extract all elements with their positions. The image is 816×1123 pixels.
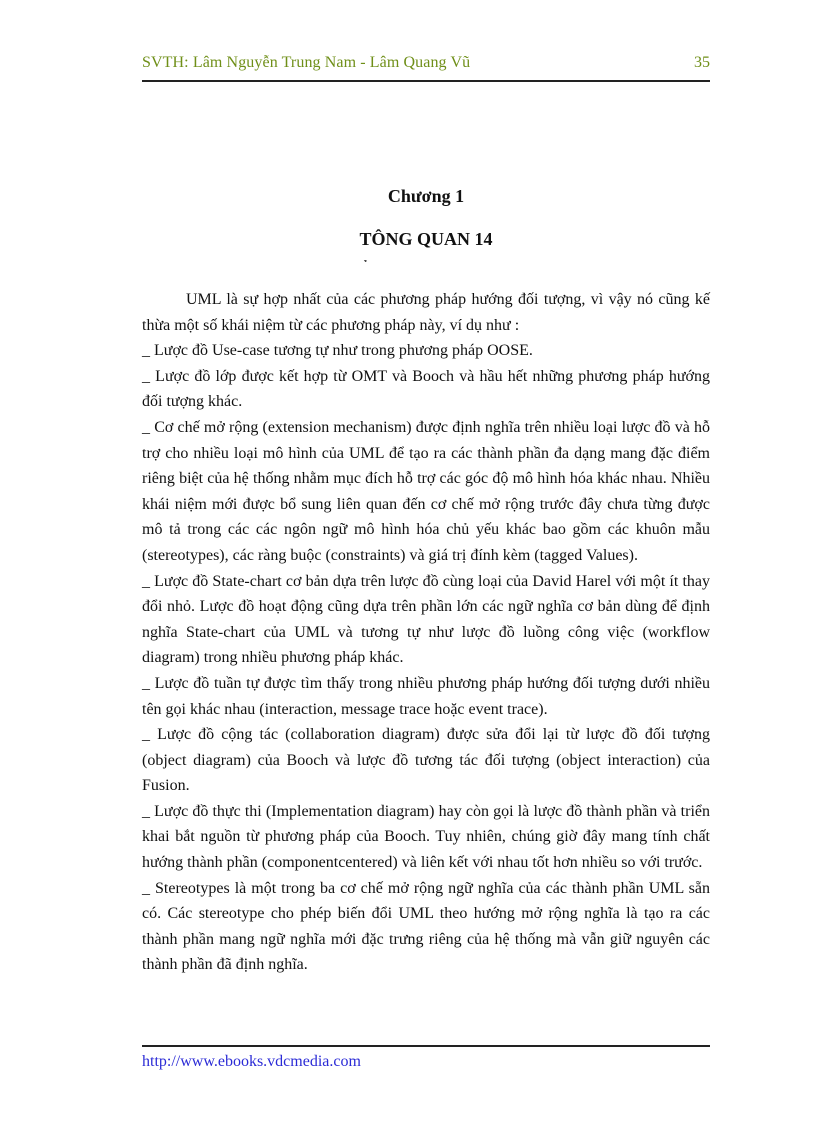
footer-link[interactable]: http://www.ebooks.vdcmedia.com <box>142 1053 361 1070</box>
paragraph-class-diagram: _ Lược đồ lớp được kết hợp từ OMT và Booch và hầu hết những phương pháp hướng đối tượng khác. <box>142 367 710 411</box>
paragraph-sequence: _ Lược đồ tuần tự được tìm thấy trong nhiều phương pháp hướng đối tượng dưới nhiều tên gọi khác nhau (interaction, message trace hoặc event trace). <box>142 674 710 718</box>
header-divider <box>142 80 710 82</box>
paragraph-implementation: _ Lược đồ thực thi (Implementation diagram) hay còn gọi là lược đồ thành phần và triển khai bắt nguồn từ phương pháp của Booch. Tuy nhiên, chúng giờ đây mang tính chất hướng thành phần (componentcentered) và liên kết với nhau tốt hơn nhiều so với trước. <box>142 802 710 872</box>
paragraph-collaboration: _ Lược đồ cộng tác (collaboration diagram) được sửa đổi lại từ lược đồ đối tượng (object diagram) của Booch và lược đồ tương tác đối tượng (object interaction) của Fusion. <box>142 726 710 795</box>
page-number: 35 <box>694 54 710 71</box>
paragraph-intro: UML là sự hợp nhất của các phương pháp hướng đối tượng, vì vậy nó cũng kế thừa một số khái niệm từ các phương pháp này, ví dụ như : <box>142 291 710 334</box>
header-authors: SVTH: Lâm Nguyễn Trung Nam - Lâm Quang Vũ <box>142 54 471 71</box>
footer-divider <box>142 1045 710 1047</box>
page-header <box>142 54 710 80</box>
paragraph-usecase: _ Lược đồ Use-case tương tự như trong phương pháp OOSE. <box>142 342 533 360</box>
body-text <box>142 287 710 978</box>
paragraph-stereotypes: _ Stereotypes là một trong ba cơ chế mở rộng ngữ nghĩa của các thành phần UML sẵn có. Các stereotype cho phép biến đổi UML theo hướng mở rộng nghĩa là tạo ra các thành phần mang ngữ nghĩa mới đặc trưng riêng của hệ thống mà vẫn giữ nguyên các thành phần đã định nghĩa. <box>142 879 710 974</box>
paragraph-extension: _ Cơ chế mở rộng (extension mechanism) được định nghĩa trên nhiều loại lược đồ và hỗ trợ cho nhiều loại mô hình của UML để tạo ra các thành phần đa dạng mang đặc điểm riêng biệt của hệ thống nhằm mục đích hỗ trợ các góc độ mô hình hóa khác nhau. Nhiều khái niệm mới được bổ sung liên quan đến cơ chế mở rộng trước đây chưa từng được mô tả trong các các ngôn ngữ mô hình hóa chủ yếu khác bao gồm các khuôn mẫu (stereotypes), các ràng buộc (constraints) và giá trị đính kèm (tagged Values). <box>142 418 710 564</box>
paragraph-statechart: _ Lược đồ State-chart cơ bản dựa trên lược đồ cùng loại của David Harel với một ít thay đổi nhỏ. Lược đồ hoạt động cũng dựa trên phần lớn các ngữ nghĩa cơ bản dùng để định nghĩa State-chart của UML và tương tự như lược đồ luồng công việc (workflow diagram) trong nhiều phương pháp khác. <box>142 572 710 667</box>
chapter-label: Chương 1 <box>387 186 465 206</box>
chapter-title: TÔNG QUAN 14 <box>359 229 493 249</box>
